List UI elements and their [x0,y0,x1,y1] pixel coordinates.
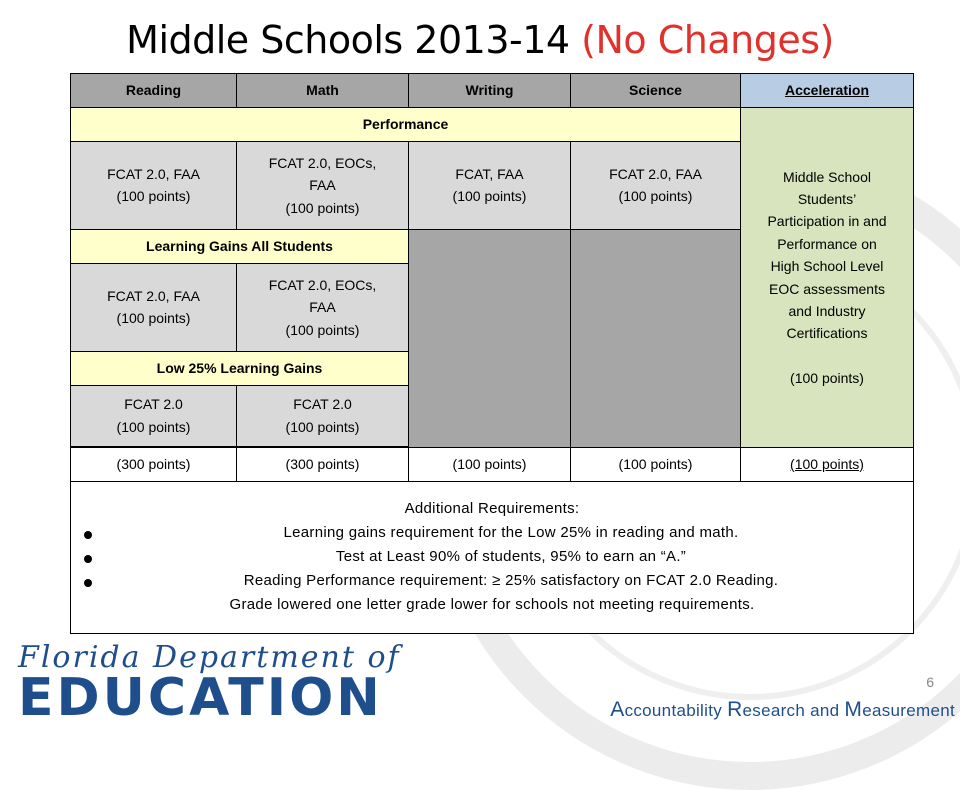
cell-line: FCAT 2.0, EOCs, [268,154,377,171]
acceleration-cell [741,108,914,448]
gains-reading-cell [71,263,237,351]
bullet-icon [84,579,92,587]
cell-line: (100 points) [116,188,191,205]
cell-line: (100 points) [618,188,693,205]
header-row [71,74,914,108]
grading-table [70,73,914,634]
tagline-initial: R [727,698,743,721]
requirement-item [75,569,909,593]
cell-line: FCAT, FAA [455,166,524,183]
requirement-text: Learning gains requirement for the Low 25% in reading and math. [283,524,739,542]
bullet-icon [84,555,92,563]
title-main: Middle Schools 2013-14 [126,18,582,62]
header-math: Math [237,74,409,108]
tagline-word: esearch and [742,701,845,720]
requirement-text: Reading Performance requirement: ≥ 25% satisfactory on FCAT 2.0 Reading. [243,572,779,590]
gains-math-cell [237,263,409,351]
acceleration-line: High School Level [770,258,884,275]
total-acceleration [741,447,914,481]
requirements-heading: Additional Requirements: [404,500,580,518]
cell-line: FCAT 2.0, EOCs, [268,276,377,293]
acceleration-line: Students’ [797,190,857,207]
cell-line: FCAT 2.0 [293,396,352,413]
requirements-footer: Grade lowered one letter grade lower for schools not meeting requirements. [229,596,755,614]
total-math: (300 points) [237,447,409,481]
acceleration-line: Middle School [783,168,871,185]
logo-education-text: EDUCATION [18,668,383,728]
writing-na-cell [409,229,571,447]
total-science: (100 points) [571,447,741,481]
cell-line: FCAT 2.0, FAA [107,288,200,305]
tagline-initial: M [844,698,863,721]
header-science: Science [571,74,741,108]
acceleration-line: Certifications [786,325,868,342]
section-learning-gains: Learning Gains All Students [71,229,409,263]
requirement-text: Test at Least 90% of students, 95% to earn an “A.” [335,548,687,566]
science-na-cell [571,229,741,447]
totals-row [71,447,914,481]
fdoe-logo [10,640,430,728]
acceleration-line: Participation in and [767,213,887,230]
cell-line: (100 points) [116,418,191,435]
cell-line: (100 points) [285,418,360,435]
cell-line: (100 points) [116,310,191,327]
requirement-item [75,545,909,569]
acceleration-line: EOC assessments [769,280,885,297]
cell-line: (100 points) [452,188,527,205]
cell-line: (100 points) [285,321,360,338]
cell-line: FCAT 2.0, FAA [107,166,200,183]
acceleration-line: Performance on [777,235,877,252]
section-low25: Low 25% Learning Gains [71,351,409,385]
logo-script-text: Florida Department of [18,640,401,675]
performance-writing-cell [409,142,571,230]
total-reading: (300 points) [71,447,237,481]
tagline-word: easurement [862,701,955,720]
acceleration-points: (100 points) [790,369,864,386]
header-writing: Writing [409,74,571,108]
requirements-cell [71,481,914,633]
total-acceleration-text: (100 points) [790,455,864,472]
requirements-row [71,481,914,633]
total-writing: (100 points) [409,447,571,481]
footer-tagline [570,698,955,722]
page-number: 6 [926,674,934,690]
performance-section-row [71,108,914,142]
acceleration-line: and Industry [788,302,866,319]
requirement-item [75,521,909,545]
header-reading: Reading [71,74,237,108]
requirements-list [75,521,909,593]
header-acceleration: Acceleration [741,74,914,108]
cell-line: FCAT 2.0, FAA [609,166,702,183]
low25-math-cell [237,385,409,446]
cell-line: FAA [309,177,336,194]
low25-reading-cell [71,385,237,446]
tagline-word: ccountability [624,701,728,720]
bullet-icon [84,531,92,539]
tagline-initial: A [610,698,625,721]
cell-line: (100 points) [285,199,360,216]
performance-science-cell [571,142,741,230]
cell-line: FCAT 2.0 [124,396,183,413]
page-title [0,10,960,70]
title-highlight: (No Changes) [581,18,834,62]
performance-reading-cell [71,142,237,230]
performance-math-cell [237,142,409,230]
cell-line: FAA [309,299,336,316]
section-performance: Performance [71,108,741,142]
